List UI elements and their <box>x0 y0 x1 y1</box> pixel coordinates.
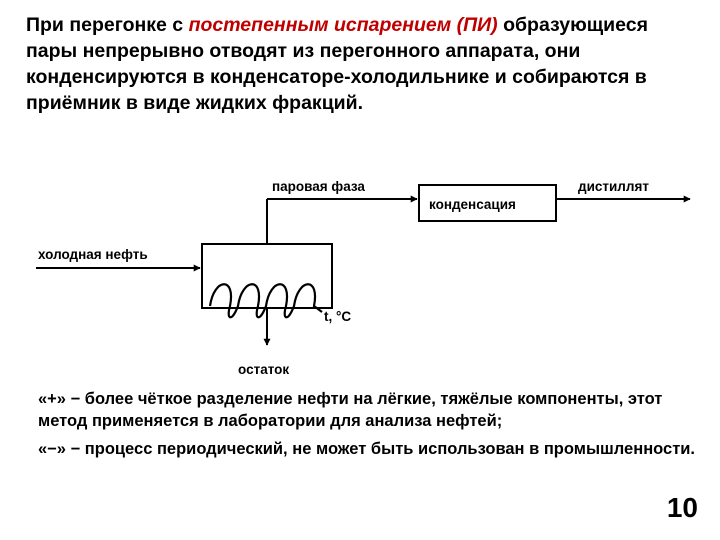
slide-number: 10 <box>666 492 698 523</box>
advantage-note: «+» − более чёткое разделение нефти на лёгкие, тяжёлые компоненты, этот метод применяется в лаборатории для анализа нефтей; <box>38 390 663 430</box>
temperature-label: t, °C <box>324 309 352 324</box>
intro-after: образующиеся пары непрерывно отводят из перегонного аппарата, они конденсируются в конденсаторе-холодильнике и собираются в приёмник в виде жидких фракций. <box>26 14 648 114</box>
intro-highlight: постепенным испарением (ПИ) <box>188 14 498 36</box>
residue-label: остаток <box>238 362 290 377</box>
disadvantage-note: «−» − процесс периодический, не может быть использован в промышленности. <box>38 440 696 458</box>
feed-label: холодная нефть <box>38 247 148 262</box>
distillate-label: дистиллят <box>578 179 649 194</box>
notes <box>38 388 700 466</box>
vapor-label: паровая фаза <box>272 179 365 194</box>
condenser-label: конденсация <box>429 197 516 212</box>
intro-before: При перегонке с <box>26 14 189 36</box>
